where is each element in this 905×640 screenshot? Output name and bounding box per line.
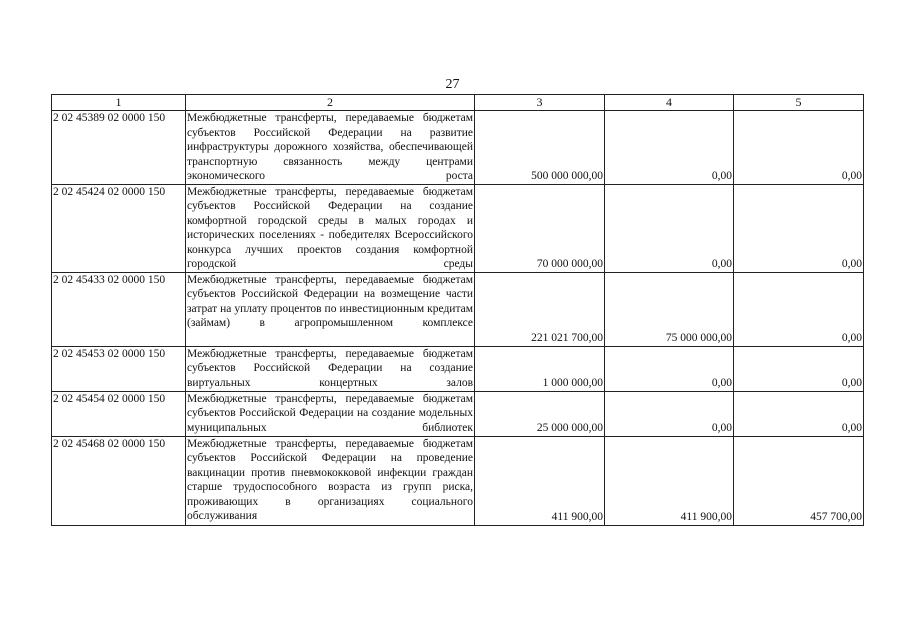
amount-col5: 0,00 (734, 391, 864, 436)
column-header-1: 1 (52, 95, 186, 111)
amount-col5: 457 700,00 (734, 436, 864, 525)
amount-col3: 411 900,00 (475, 436, 605, 525)
header-row (52, 95, 864, 111)
amount-col5: 0,00 (734, 272, 864, 346)
amount-col5: 0,00 (734, 111, 864, 185)
row-description: Межбюджетные трансферты, передаваемые бюджетам субъектов Российской Федерации на создание виртуальных концертных залов (186, 346, 475, 391)
amount-col5: 0,00 (734, 346, 864, 391)
row-description: Межбюджетные трансферты, передаваемые бюджетам субъектов Российской Федерации на проведение вакцинации против пневмококковой инфекции граждан старше трудоспособного возраста из групп риска, проживающих в организациях социального обслуживания (186, 436, 475, 525)
amount-col4: 0,00 (605, 391, 734, 436)
column-header-2: 2 (186, 95, 475, 111)
table-row (52, 436, 864, 525)
amount-col4: 0,00 (605, 346, 734, 391)
row-description: Межбюджетные трансферты, передаваемые бюджетам субъектов Российской Федерации на создание модельных муниципальных библиотек (186, 391, 475, 436)
column-header-3: 3 (475, 95, 605, 111)
amount-col4: 0,00 (605, 184, 734, 272)
column-header-4: 4 (605, 95, 734, 111)
row-description: Межбюджетные трансферты, передаваемые бюджетам субъектов Российской Федерации на развитие инфраструктуры дорожного хозяйства, обеспечивающей транспортную связанность между центрами экономического роста (187, 112, 473, 182)
row-description: Межбюджетные трансферты, передаваемые бюджетам субъектов Российской Федерации на возмещение части затрат на уплату процентов по инвестиционным кредитам (займам) в агропромышленном комплексе (186, 272, 475, 346)
table-row (52, 184, 864, 272)
amount-col3: 221 021 700,00 (475, 272, 605, 346)
budget-code: 2 02 45453 02 0000 150 (52, 346, 186, 391)
amount-col4: 411 900,00 (605, 436, 734, 525)
page-number: 27 (445, 77, 460, 92)
budget-code: 2 02 45424 02 0000 150 (52, 184, 186, 272)
budget-code: 2 02 45389 02 0000 150 (52, 111, 186, 185)
budget-table (51, 94, 864, 526)
column-header-5: 5 (734, 95, 864, 111)
amount-col3: 500 000 000,00 (475, 111, 605, 185)
table-row (52, 272, 864, 346)
amount-col3: 25 000 000,00 (475, 391, 605, 436)
table-row (52, 391, 864, 436)
amount-col4: 75 000 000,00 (605, 272, 734, 346)
budget-code: 2 02 45468 02 0000 150 (52, 436, 186, 525)
budget-code: 2 02 45433 02 0000 150 (52, 272, 186, 346)
amount-col4: 0,00 (605, 111, 734, 185)
amount-col3: 70 000 000,00 (475, 184, 605, 272)
budget-code: 2 02 45454 02 0000 150 (52, 391, 186, 436)
table-row (52, 111, 864, 185)
table-row (52, 346, 864, 391)
amount-col5: 0,00 (734, 184, 864, 272)
amount-col3: 1 000 000,00 (475, 346, 605, 391)
row-description: Межбюджетные трансферты, передаваемые бюджетам субъектов Российской Федерации на создание комфортной городской среды в малых городах и исторических поселениях - победителях Всероссийского конкурса лучших проектов создания комфортной городской среды (187, 185, 473, 270)
